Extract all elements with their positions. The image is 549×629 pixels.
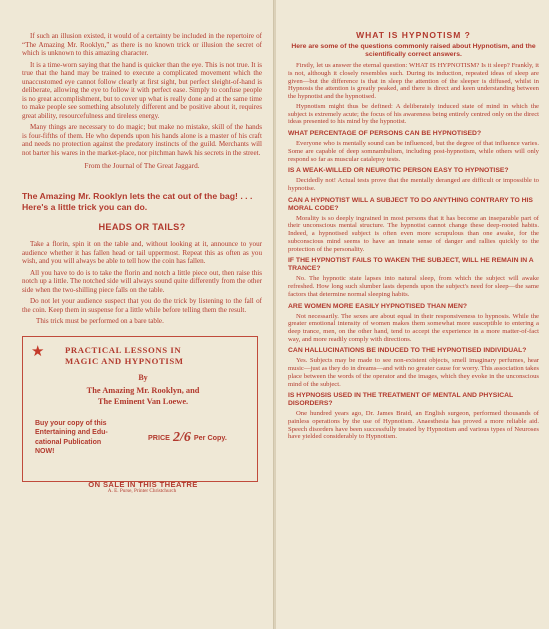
answer-paragraph: Not necessarily. The sexes are about equal in their responsiveness to hypnosis. While the greater emotional intensity of women makes them somewhat more susceptible to entering a deep trance, men, on the other hand, tend to accept the experience in a more matter-of-fact way, and more readily comply with directions.	[288, 312, 539, 343]
book-title: PRACTICAL LESSONS IN MAGIC AND HYPNOTISM	[65, 344, 184, 367]
page-subtitle: Here are some of the questions commonly raised about Hypnotism, and the scientifically correct answers.	[291, 43, 536, 59]
trick-paragraph: Take a florin, spin it on the table and, without looking at it, announce to your audience whether it has fallen head or tail uppermost. Repeat this as often as you wish, and you will always be able to tell how the coin has fallen.	[22, 240, 262, 266]
trick-section	[22, 240, 262, 314]
buy-call-to-action: Buy your copy of this Entertaining and Edu- cational Publication NOW!	[35, 420, 108, 455]
answer-paragraph: Everyone who is mentally sound can be influenced, but the degree of that influence varies. Some are capable of deep somnambulism, including post-hypnotism, while others will only respond so far as muscular catalepsy tests.	[288, 140, 539, 163]
question-heading: ARE WOMEN MORE EASILY HYPNOTISED THAN MEN?	[288, 302, 467, 310]
question-heading: WHAT PERCENTAGE OF PERSONS CAN BE HYPNOTISED?	[288, 130, 482, 138]
question-heading: CAN A HYPNOTIST WILL A SUBJECT TO DO ANYTHING CONTRARY TO HIS MORAL CODE?	[288, 196, 533, 212]
question-heading: IS HYPNOSIS USED IN THE TREATMENT OF MENTAL AND PHYSICAL DISORDERS?	[288, 392, 514, 408]
advertisement-box	[22, 336, 258, 489]
promo-headline: The Amazing Mr. Rooklyn lets the cat out of the bag! . . . Here's a little trick you can do.	[22, 190, 253, 213]
intro-paragraph: It is a time-worn saying that the hand is quicker than the eye. This is not true. It is true that the hand may be trained to execute a complicated movement which the unaccustomed eye cannot follow clearly at first sight, but perfect sleight-of-hand is deliberate, allowing the eye to follow it with perfect ease. Simply to confuse people is no great accomplishment, but to cover up what is really done and at the same time to make people see something absolutely different and be positive about it, requires great ability, resourcefulness and tireless energy.	[22, 60, 262, 120]
trick-paragraph: Do not let your audience suspect that you do the trick by listening to the fall of the coin. Keep them in suspense for a little while before telling them the result.	[22, 297, 262, 314]
printer-credit: A. E. Purse, Printer Christchurch	[107, 487, 177, 494]
left-page	[0, 0, 274, 629]
intro-paragraph: Many things are necessary to do magic; but make no mistake, skill of the hands is four-fifths of them. He who depends upon his hands alone is a master of his craft and needs no protection against the predatory instincts of the guild. Merchants will not barter his wares in the market-place, nor pitchman hawk his secrets in the street.	[22, 123, 262, 157]
question-heading: CAN HALLUCINATIONS BE INDUCED TO THE HYPNOTISED INDIVIDUAL?	[288, 347, 527, 355]
buy-row	[35, 419, 251, 455]
question-heading: IS A WEAK-WILLED OR NEUROTIC PERSON EASY TO HYPNOTISE?	[288, 167, 509, 175]
author-one: The Amazing Mr. Rooklyn, and	[86, 386, 200, 396]
star-icon: ★	[31, 343, 45, 360]
bare-table-note: This trick must be performed on a bare table.	[36, 317, 164, 326]
answer-paragraph: Decidedly not! Actual tests prove that the mentally deranged are difficult or impossible to hypnotise.	[288, 177, 539, 192]
price-unit: Per Copy.	[193, 433, 227, 443]
source-attribution: From the Journal of The Great Jaggard.	[84, 161, 200, 170]
answer-paragraph: One hundred years ago, Dr. James Braid, an English surgeon, performed thousands of painless operations by the use of Hypnotism. Anaesthesia has proved a more reliable aid. Speech disorders have been successfully treated by Hypnotism and various types of Neuroses have yielded considerably to Hypnotism.	[288, 410, 539, 441]
question-heading: IF THE HYPNOTIST FAILS TO WAKEN THE SUBJECT, WILL HE REMAIN IN A TRANCE?	[288, 257, 534, 273]
price-value: 2/6	[172, 429, 191, 445]
heads-or-tails-title: HEADS OR TAILS?	[98, 222, 186, 233]
page-title: WHAT IS HYPNOTISM ?	[356, 30, 471, 40]
intro-paragraph: If such an illusion existed, it would of a certainty be included in the repertoire of “The Amazing Mr. Rooklyn,” as there is no known trick or illusion the secret of which is unknown to this amazing character.	[22, 32, 262, 57]
answer-paragraph: Yes. Subjects may be made to see non-existent objects, smell imaginary perfumes, hear music—just as they do in dreams—and with no greater cause for worry. This association takes place between the words of the operator and the images, which they evoke in the unconscious mind of the subject.	[288, 357, 539, 388]
intro-section	[22, 32, 262, 157]
price-label: PRICE	[148, 433, 170, 443]
right-page	[276, 0, 549, 629]
intro-paragraph: Firstly, let us answer the eternal question: WHAT IS HYPNOTISM? Is it sleep? Frankly, it is not, although it closely resembles such. During its induction, repeated ideas of sleep are given—but the difference is that in sleep the attention of the sleeper is diffused, whilst in Hypnosis the attention is greatly peaked, and there is direct and keen understanding between the hypnotist and the hypnotised.	[288, 62, 539, 101]
on-sale-notice: ON SALE IN THIS THEATRE	[88, 479, 198, 489]
trick-paragraph: All you have to do is to take the florin and notch a little piece out, then raise this notch up a little. The notched side will always sound quite differently from the other side when the two-shilling piece falls on the table.	[22, 268, 262, 294]
intro-paragraph: Hypnotism might thus be defined: A deliberately induced state of mind in which the subject is extremely acute; the focus of his awareness being entirely centred only on the direct ideas presented to his mind by the hypnotist.	[288, 102, 539, 126]
author-two: The Eminent Van Loewe.	[97, 396, 189, 406]
by-label: By	[138, 373, 148, 383]
answer-paragraph: No. The hypnotic state lapses into natural sleep, from which the subject will awake refreshed. How long such slumber lasts depends upon the subject's need for sleep—the same factors that determine normal sleeping habits.	[288, 275, 539, 298]
answer-paragraph: Morality is so deeply ingrained in most persons that it has become an inseparable part of their unconscious mental structure. The hypnotist cannot change these deep-rooted habits. Indeed, a hypnotised subject is often even more scrupulous than one awake, for the subconscious mind seems to have an innate sense of danger and rallies quickly to the protection of the personality.	[288, 214, 539, 253]
